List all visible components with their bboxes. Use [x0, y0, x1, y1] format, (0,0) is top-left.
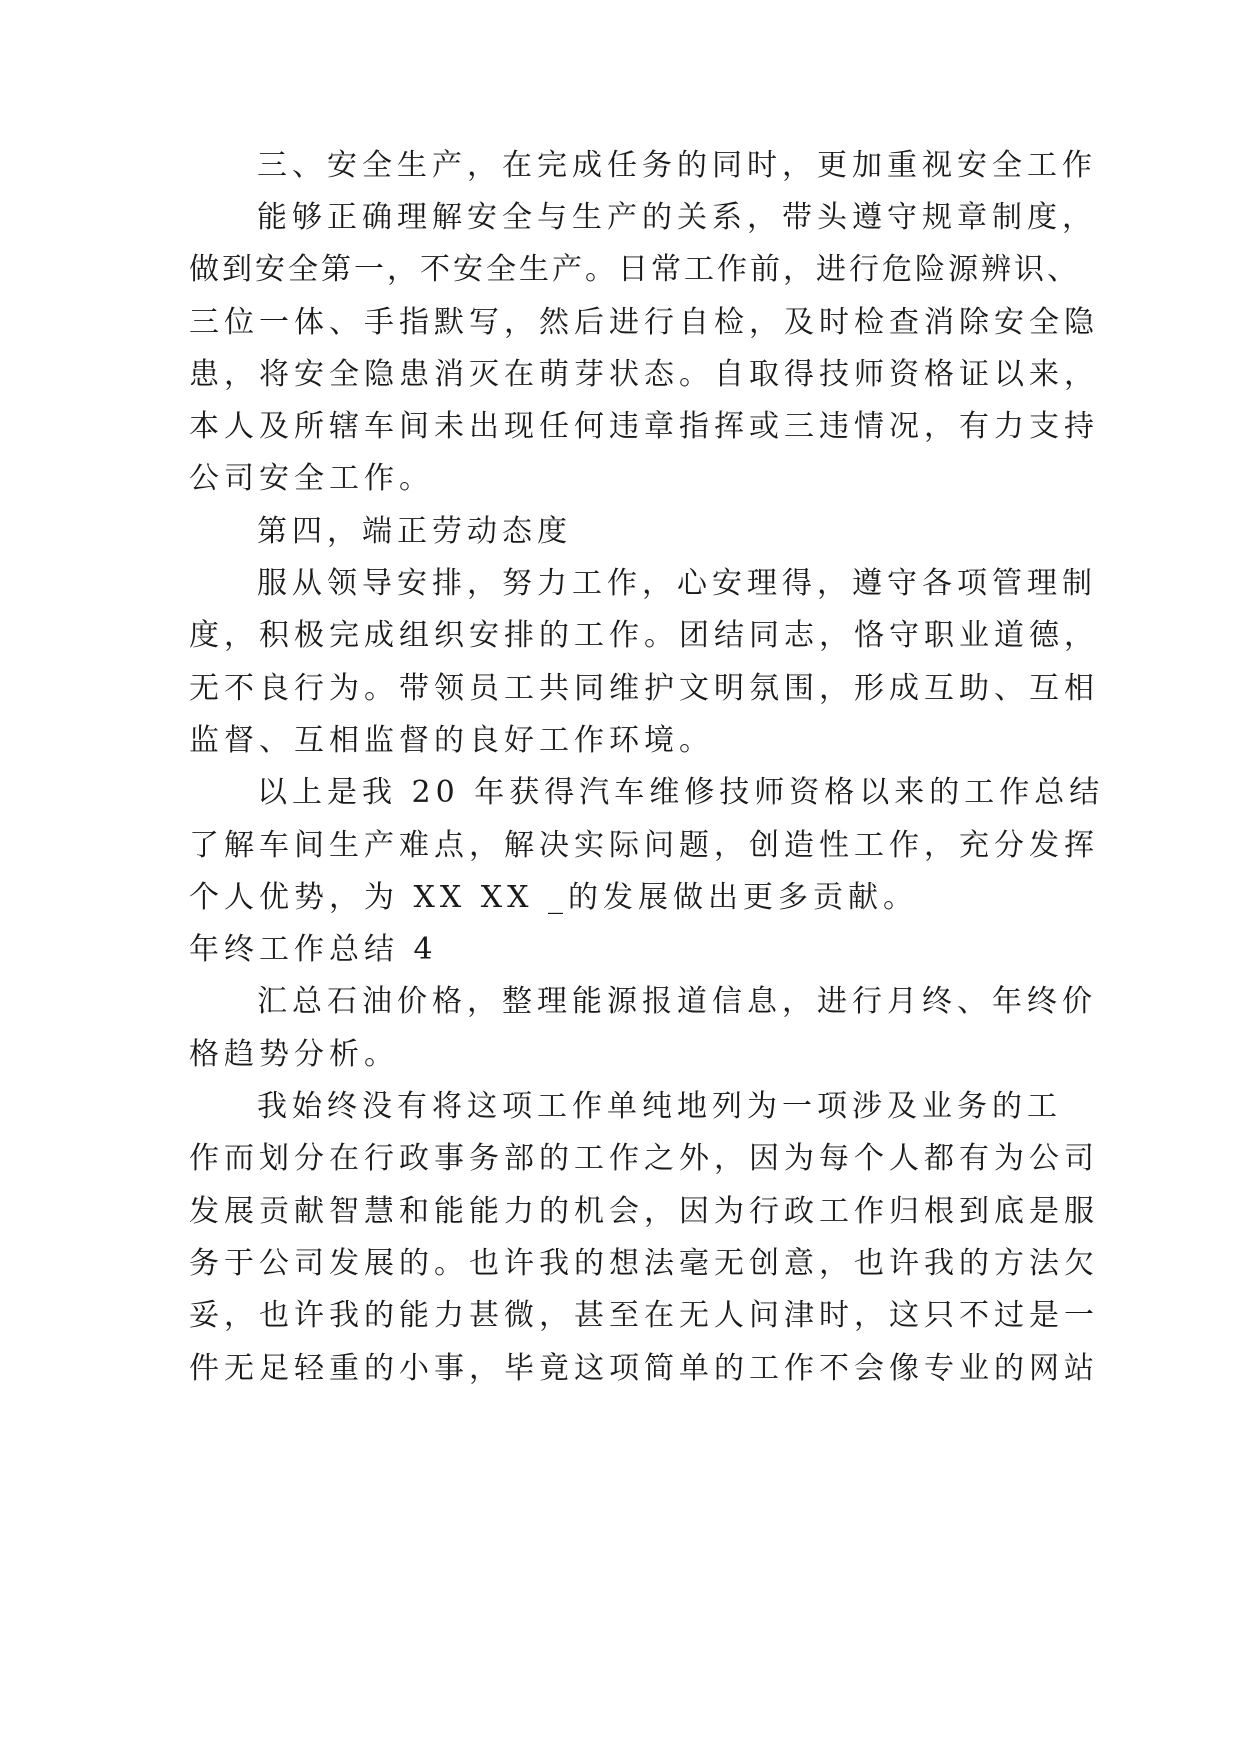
paragraph-line: 做到安全第一，不安全生产。日常工作前，进行危险源辨识、: [189, 252, 1080, 287]
paragraph-line: 服从领导安排，努力工作，心安理得，遵守各项管理制: [257, 566, 1097, 601]
paragraph-line: 三位一体、手指默写，然后进行自检，及时检查消除安全隐: [189, 305, 1099, 340]
paragraph-line: 件无足轻重的小事，毕竟这项简单的工作不会像专业的网站: [189, 1351, 1099, 1386]
section-heading: 第四，端正劳动态度: [257, 514, 572, 549]
paragraph-line: 监督、互相监督的良好工作环境。: [189, 723, 714, 758]
paragraph-line: 以上是我 20 年获得汽车维修技师资格以来的工作总结: [257, 775, 1105, 810]
paragraph-line: 能够正确理解安全与生产的关系，带头遵守规章制度，: [257, 200, 1097, 235]
paragraph-line: 发展贡献智慧和能能力的机会，因为行政工作归根到底是服: [189, 1194, 1099, 1229]
paragraph-line: 个人优势，为 XX XX _的发展做出更多贡献。: [189, 880, 919, 915]
section-heading: 三、安全生产，在完成任务的同时，更加重视安全工作: [257, 148, 1097, 183]
paragraph-line: 本人及所辖车间未出现任何违章指挥或三违情况，有力支持: [189, 409, 1099, 444]
paragraph-line: 汇总石油价格，整理能源报道信息，进行月终、年终价: [257, 984, 1097, 1019]
paragraph-line: 格趋势分析。: [189, 1037, 399, 1072]
paragraph-line: 公司安全工作。: [189, 461, 434, 496]
paragraph-line: 患，将安全隐患消灭在萌芽状态。自取得技师资格证以来，: [189, 357, 1099, 392]
document-title: 年终工作总结 4: [189, 932, 438, 967]
paragraph-line: 我始终没有将这项工作单纯地列为一项涉及业务的工: [257, 1089, 1062, 1124]
paragraph-line: 度，积极完成组织安排的工作。团结同志，恪守职业道德，: [189, 618, 1099, 653]
paragraph-line: 作而划分在行政事务部的工作之外，因为每个人都有为公司: [189, 1141, 1099, 1176]
paragraph-line: 妥，也许我的能力甚微，甚至在无人问津时，这只不过是一: [189, 1298, 1099, 1333]
paragraph-line: 无不良行为。带领员工共同维护文明氛围，形成互助、互相: [189, 671, 1099, 706]
paragraph-line: 了解车间生产难点，解决实际问题，创造性工作，充分发挥: [189, 828, 1099, 863]
paragraph-line: 务于公司发展的。也许我的想法毫无创意，也许我的方法欠: [189, 1246, 1099, 1281]
